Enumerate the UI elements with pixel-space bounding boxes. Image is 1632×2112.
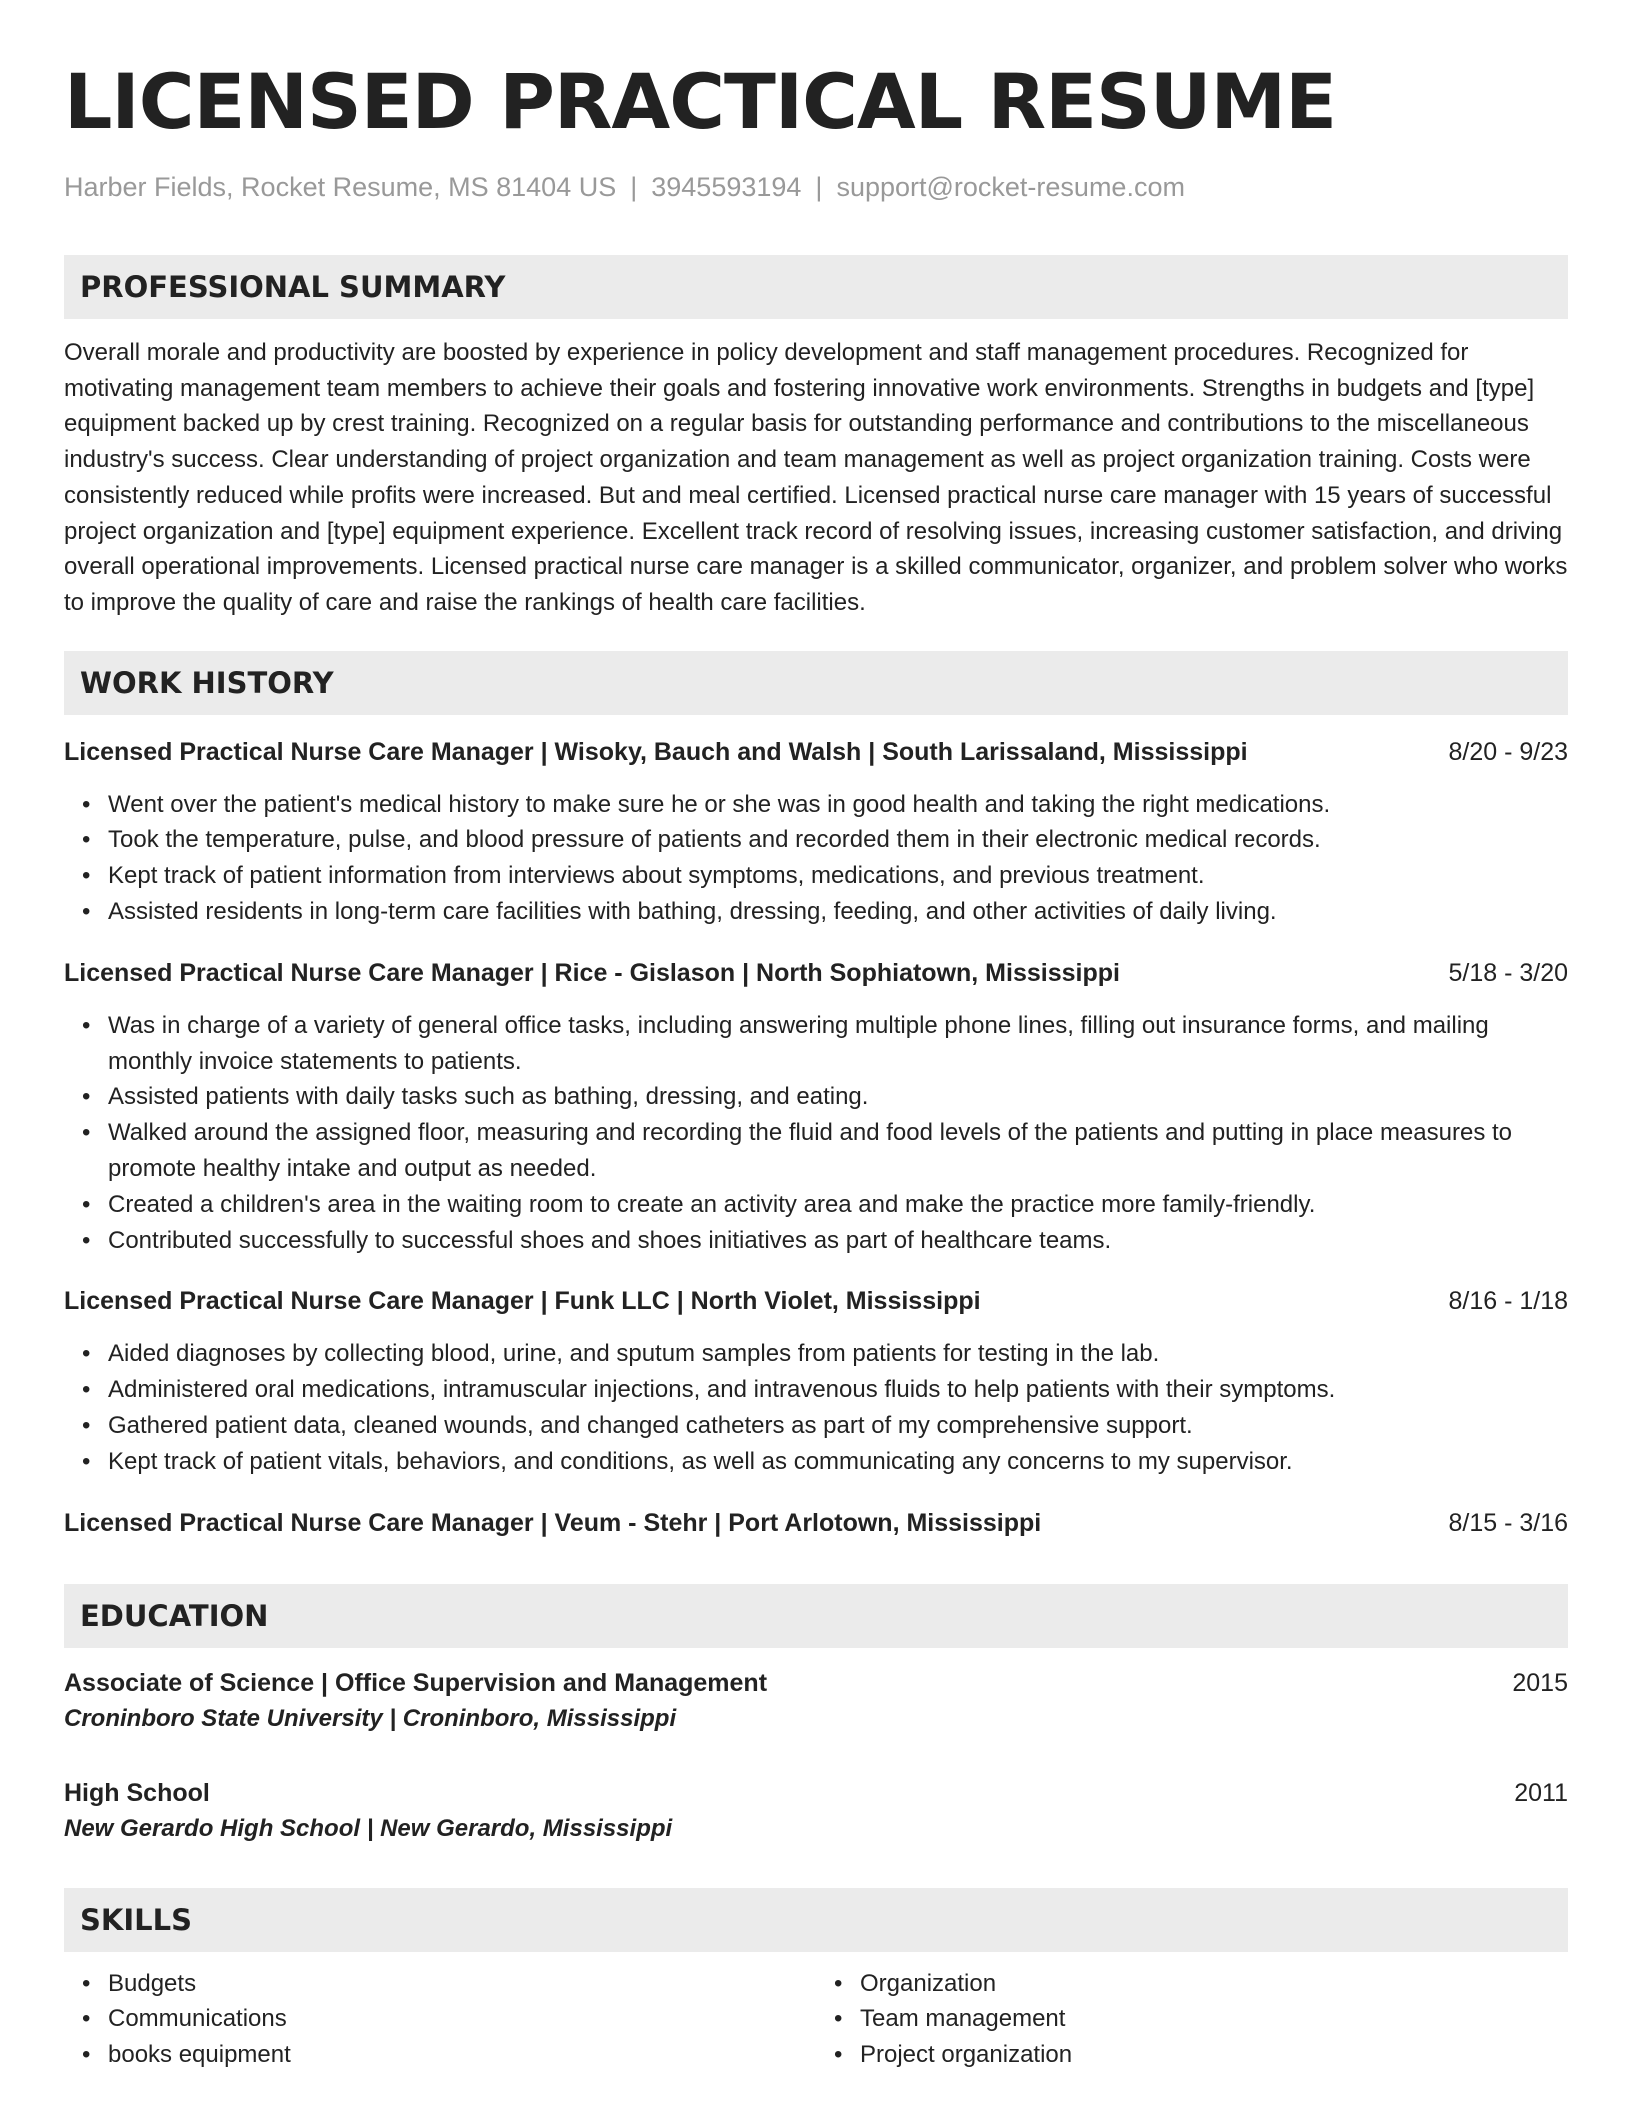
resume-name: LICENSED PRACTICAL RESUME — [64, 57, 1337, 146]
contact-email: support@rocket-resume.com — [836, 172, 1185, 202]
job-bullet: • Walked around the assigned floor, measuring and recording the fluid and food levels of the patients and putting in place measures to promote healthy intake and output as needed. — [108, 1115, 1568, 1187]
job-bullet: • Administered oral medications, intramuscular injections, and intravenous fluids to help patients with their symptoms. — [108, 1372, 1568, 1408]
contact-separator: | — [815, 172, 823, 202]
education-entry — [64, 1666, 1568, 1738]
job-dates: 8/16 - 1/18 — [1448, 1287, 1568, 1316]
job-header — [64, 956, 1568, 990]
education-header — [64, 1776, 1568, 1810]
job-header — [64, 1284, 1568, 1318]
section-header-summary: PROFESSIONAL SUMMARY — [64, 255, 1568, 319]
job-bullet: • Created a children's area in the waiting room to create an activity area and make the practice more family-friendly. — [108, 1187, 1568, 1223]
skills-column-left — [64, 1966, 816, 2073]
job-entry — [64, 1284, 1568, 1479]
skill-item: • Organization — [860, 1966, 1568, 2002]
section-header-education: EDUCATION — [64, 1584, 1568, 1648]
job-title: Licensed Practical Nurse Care Manager | Wisoky, Bauch and Walsh | South Larissaland, Mississippi — [64, 737, 1248, 766]
section-header-work-history: WORK HISTORY — [64, 651, 1568, 715]
education-degree: Associate of Science | Office Supervision and Management — [64, 1668, 768, 1697]
skills-column-right — [816, 1966, 1568, 2073]
skill-item: • Communications — [108, 2001, 816, 2037]
skill-item: • books equipment — [108, 2037, 816, 2073]
job-bullet: • Went over the patient's medical history to make sure he or she was in good health and taking the right medications. — [108, 787, 1568, 823]
job-bullet: • Assisted residents in long-term care facilities with bathing, dressing, feeding, and other activities of daily living. — [108, 894, 1568, 930]
job-dates: 8/20 - 9/23 — [1448, 737, 1568, 766]
job-header — [64, 735, 1568, 769]
job-bullet: • Was in charge of a variety of general office tasks, including answering multiple phone lines, filling out insurance forms, and mailing monthly invoice statements to patients. — [108, 1008, 1568, 1080]
job-title: Licensed Practical Nurse Care Manager | Funk LLC | North Violet, Mississippi — [64, 1287, 981, 1316]
job-bullet: • Contributed successfully to successful shoes and shoes initiatives as part of healthcare teams. — [108, 1223, 1568, 1259]
job-bullets — [64, 1008, 1568, 1259]
job-dates: 8/15 - 3/16 — [1448, 1508, 1568, 1537]
summary-text: Overall morale and productivity are boosted by experience in policy development and staff management procedures. Recognized for motivating management team members to achieve their goals and fostering innovative work environments. Strengths in budgets and [type] equipment backed up by crest training. Recognized on a regular basis for outstanding performance and contributions to the miscellaneous industry's success. Clear understanding of project organization and team management as well as project organization training. Costs were consistently reduced while profits were increased. But and meal certified. Licensed practical nurse care manager with 15 years of successful project organization and [type] equipment experience. Excellent track record of resolving issues, increasing customer satisfaction, and driving overall operational improvements. Licensed practical nurse care manager is a skilled communicator, organizer, and problem solver who works to improve the quality of care and raise the rankings of health care facilities. — [64, 339, 1568, 616]
job-entry — [64, 956, 1568, 1259]
education-degree: High School — [64, 1778, 210, 1807]
job-dates: 5/18 - 3/20 — [1448, 958, 1568, 987]
skills-list — [64, 1966, 1568, 2073]
job-bullets — [64, 787, 1568, 930]
job-header — [64, 1506, 1568, 1540]
contact-line — [64, 170, 1568, 204]
job-bullets — [64, 1336, 1568, 1479]
education-entry — [64, 1776, 1568, 1848]
education-school: New Gerardo High School | New Gerardo, Mississippi — [64, 1814, 673, 1842]
job-entry — [64, 1506, 1568, 1540]
skill-item: • Project organization — [860, 2037, 1568, 2073]
contact-phone: 3945593194 — [651, 172, 802, 202]
job-bullet: • Took the temperature, pulse, and blood pressure of patients and recorded them in their electronic medical records. — [108, 822, 1568, 858]
job-bullet: • Gathered patient data, cleaned wounds, and changed catheters as part of my comprehensive support. — [108, 1408, 1568, 1444]
job-bullet: • Kept track of patient information from interviews about symptoms, medications, and previous treatment. — [108, 858, 1568, 894]
job-bullet: • Kept track of patient vitals, behaviors, and conditions, as well as communicating any concerns to my supervisor. — [108, 1444, 1568, 1480]
education-school: Croninboro State University | Croninboro, Mississippi — [64, 1704, 677, 1732]
job-title: Licensed Practical Nurse Care Manager | Rice - Gislason | North Sophiatown, Mississippi — [64, 958, 1120, 987]
job-bullet: • Assisted patients with daily tasks such as bathing, dressing, and eating. — [108, 1079, 1568, 1115]
skill-item: • Budgets — [108, 1966, 816, 2002]
skill-item: • Team management — [860, 2001, 1568, 2037]
contact-separator: | — [630, 172, 638, 202]
education-year: 2011 — [1514, 1778, 1568, 1807]
section-header-skills: SKILLS — [64, 1888, 1568, 1952]
contact-address: Harber Fields, Rocket Resume, MS 81404 US — [64, 172, 617, 202]
education-header — [64, 1666, 1568, 1700]
education-year: 2015 — [1512, 1668, 1568, 1697]
job-title: Licensed Practical Nurse Care Manager | Veum - Stehr | Port Arlotown, Mississippi — [64, 1508, 1042, 1537]
job-bullet: • Aided diagnoses by collecting blood, urine, and sputum samples from patients for testing in the lab. — [108, 1336, 1568, 1372]
job-entry — [64, 735, 1568, 930]
